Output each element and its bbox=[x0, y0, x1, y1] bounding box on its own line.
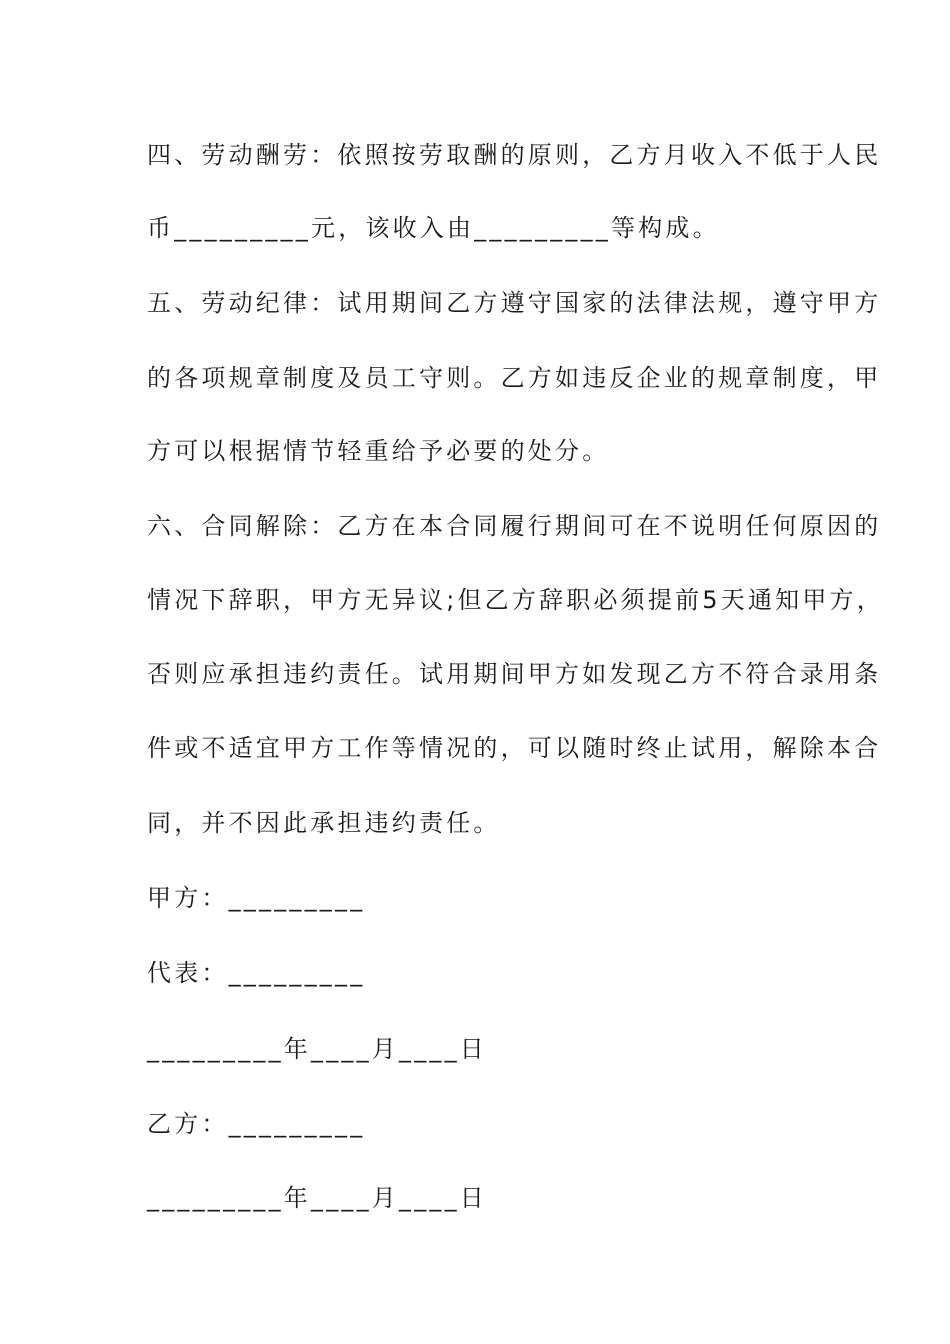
clause-4-line-2: 币_________元，该收入由_________等构成。 bbox=[147, 214, 720, 242]
clause-6-line-5: 同，并不因此承担违约责任。 bbox=[147, 809, 501, 837]
clause-5-line-2: 的各项规章制度及员工守则。乙方如违反企业的规章制度，甲 bbox=[147, 364, 882, 392]
party-a-date: _________年____月____日 bbox=[147, 1035, 487, 1063]
party-b-date: _________年____月____日 bbox=[147, 1184, 487, 1212]
clause-6-line-4: 件或不适宜甲方工作等情况的，可以随时终止试用，解除本合 bbox=[147, 734, 882, 762]
party-a-signature: 甲方：_________ bbox=[147, 884, 366, 912]
clause-6-line-1: 六、合同解除：乙方在本合同履行期间可在不说明任何原因的 bbox=[147, 512, 882, 540]
clause-4-line-1: 四、劳动酬劳：依照按劳取酬的原则，乙方月收入不低于人民 bbox=[147, 141, 882, 169]
clause-6-line-3: 否则应承担违约责任。试用期间甲方如发现乙方不符合录用条 bbox=[147, 660, 882, 688]
clause-5-line-1: 五、劳动纪律：试用期间乙方遵守国家的法律法规，遵守甲方 bbox=[147, 289, 882, 317]
clause-6-line-2: 情况下辞职，甲方无异议;但乙方辞职必须提前5天通知甲方， bbox=[147, 586, 884, 614]
clause-5-line-3: 方可以根据情节轻重给予必要的处分。 bbox=[147, 437, 610, 465]
representative-signature: 代表：_________ bbox=[147, 959, 366, 987]
party-b-signature: 乙方：_________ bbox=[147, 1110, 366, 1138]
